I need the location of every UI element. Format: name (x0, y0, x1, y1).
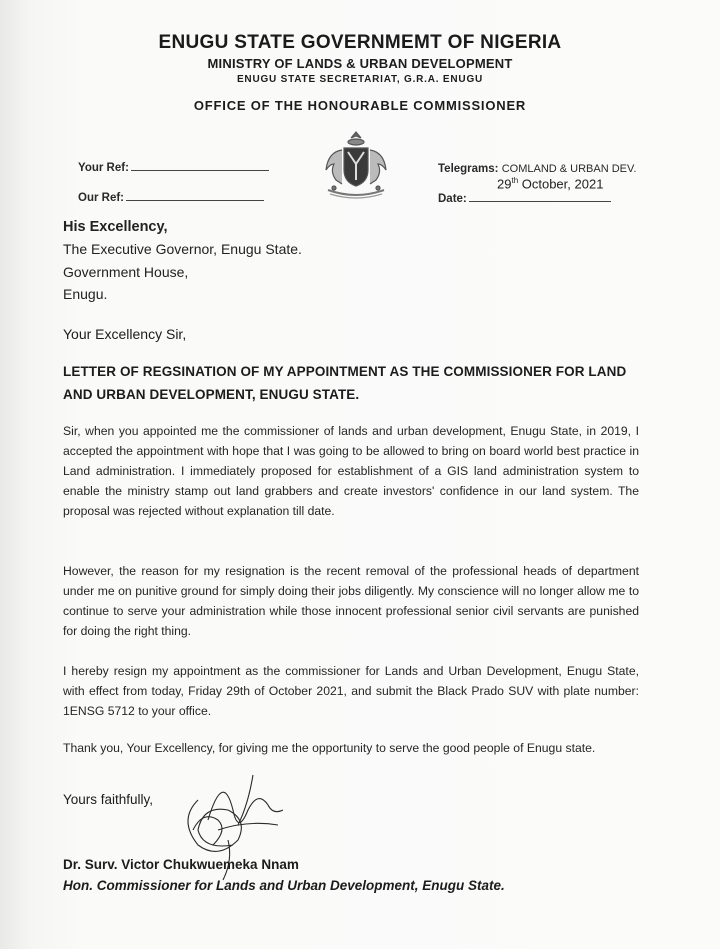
subject-line: LETTER OF REGSINATION OF MY APPOINTMENT AS THE COMMISSIONER FOR LAND AND URBAN DEVELOPMENT, ENUGU STATE. (63, 364, 627, 402)
recipient-line-1: His Excellency, (63, 219, 168, 235)
recipient-line-2: The Executive Governor, Enugu State. (63, 241, 302, 257)
date-rest: October, 2021 (518, 176, 604, 192)
ministry-address: ENUGU STATE SECRETARIAT, G.R.A. ENUGU (236, 74, 484, 85)
date-field (438, 193, 611, 205)
government-heading: ENUGU STATE GOVERNMEMT OF NIGERIA (158, 32, 562, 53)
telegrams-field (438, 163, 636, 175)
salutation: Your Excellency Sir, (63, 326, 187, 342)
office-heading: OFFICE OF THE HONOURABLE COMMISSIONER (193, 98, 527, 113)
closing: Yours faithfully, (63, 792, 154, 807)
your-ref-field (78, 162, 269, 174)
recipient-line-3: Government House, (63, 264, 189, 280)
letter-date (497, 176, 603, 191)
body-paragraph-1: Sir, when you appointed me the commissioner of lands and urban development, Enugu State, in 2019, I accepted the appointment with hope that I was going to be allowed to bring on board world best practice in Land administration. I immediately proposed for establishment of a GIS land administration system to enable the ministry stamp out land grabbers and create investors' confidence in our land system. The proposal was rejected without explanation till date. (63, 424, 639, 518)
ministry-heading: MINISTRY OF LANDS & URBAN DEVELOPMENT (207, 56, 513, 71)
telegrams-value: COMLAND & URBAN DEV. (501, 163, 637, 175)
date-line (469, 200, 611, 202)
date-suffix: th (511, 176, 519, 185)
signer-name: Dr. Surv. Victor Chukwuemeka Nnam (63, 857, 299, 872)
our-ref-label: Our Ref: (78, 192, 124, 204)
telegrams-label: Telegrams: (438, 163, 499, 175)
your-ref-line (131, 169, 269, 171)
recipient-line-4: Enugu. (63, 286, 108, 302)
body-paragraph-2: However, the reason for my resignation is the recent removal of the professional heads of department under me on punitive ground for simply doing their jobs diligently. My conscience will no longer allow me to continue to serve your administration while those innocent professional senior civil servants are punished for doing the right thing. (63, 564, 639, 638)
body-paragraph-3: I hereby resign my appointment as the commissioner for Lands and Urban Development, Enugu State, with effect from today, Friday 29th of October 2021, and submit the Black Prado SUV with plate number: 1ENSG 5712 to your office. (63, 664, 639, 718)
coat-of-arms-icon (308, 128, 404, 204)
date-day: 29 (497, 176, 512, 192)
signer-title: Hon. Commissioner for Lands and Urban Development, Enugu State. (63, 878, 505, 893)
our-ref-field (78, 192, 264, 204)
body-paragraph-4: Thank you, Your Excellency, for giving me the opportunity to serve the good people of Enugu state. (63, 741, 596, 755)
your-ref-label: Your Ref: (78, 162, 129, 174)
our-ref-line (126, 199, 264, 201)
date-label: Date: (438, 193, 467, 205)
